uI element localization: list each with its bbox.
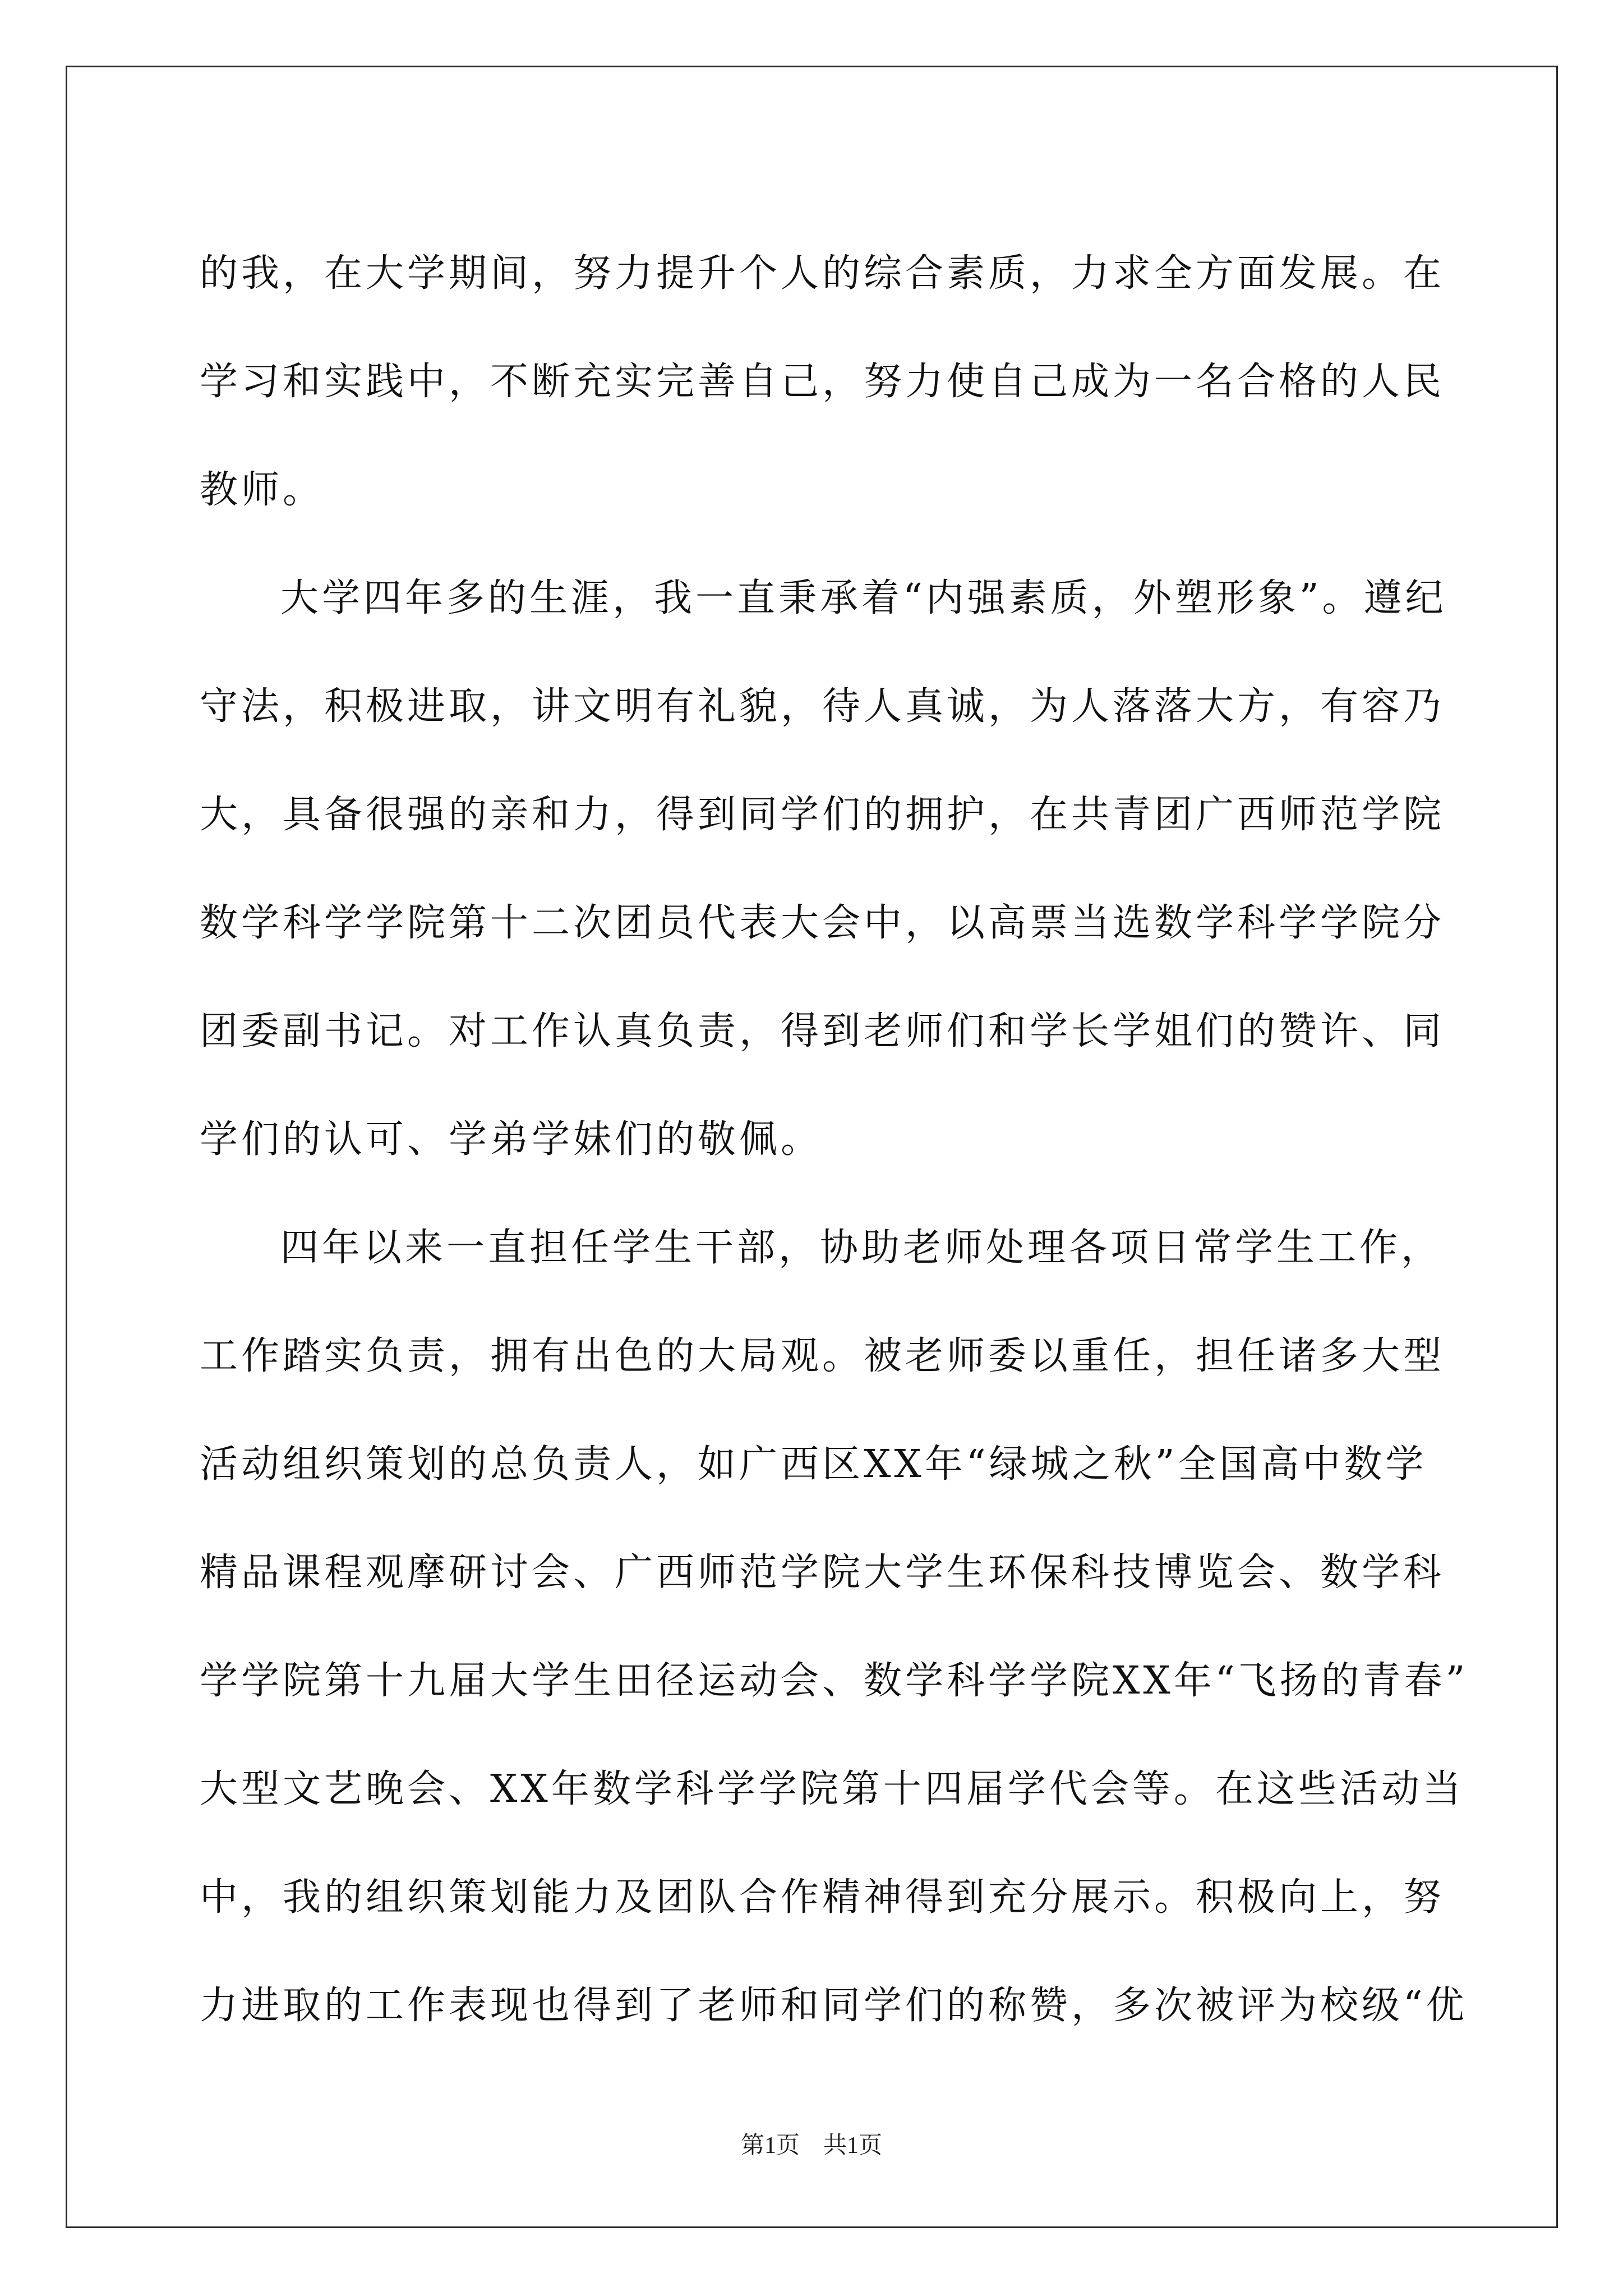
paragraph-line: 中，我的组织策划能力及团队合作精神得到充分展示。积极向上，努: [200, 1875, 1445, 1920]
paragraph-line: 精品课程观摩研讨会、广西师范学院大学生环保科技博览会、数学科: [200, 1550, 1445, 1595]
paragraph-1: [200, 219, 1445, 544]
paragraph-line: 大型文艺晚会、XX年数学科学学院第十四届学代会等。在这些活动当: [200, 1767, 1464, 1811]
document-body: [200, 219, 1469, 2060]
paragraph-line: 教师。: [200, 468, 325, 512]
paragraph-line: 数学科学学院第十二次团员代表大会中，以高票当选数学科学学院分: [200, 901, 1445, 945]
paragraph-line: 大学四年多的生涯，我一直秉承着“内强素质，外塑形象”。遵纪: [280, 576, 1447, 620]
paragraph-line: 四年以来一直担任学生干部，协助老师处理各项日常学生工作，: [280, 1226, 1443, 1270]
paragraph-line: 工作踏实负责，拥有出色的大局观。被老师委以重任，担任诸多大型: [200, 1334, 1445, 1378]
paragraph-line: 守法，积极进取，讲文明有礼貌，待人真诚，为人落落大方，有容乃: [200, 684, 1445, 729]
paragraph-line: 的我，在大学期间，努力提升个人的综合素质，力求全方面发展。在: [200, 251, 1445, 296]
paragraph-line: 力进取的工作表现也得到了老师和同学们的称赞，多次被评为校级“优: [200, 1984, 1468, 2028]
paragraph-line: 学学院第十九届大学生田径运动会、数学科学学院XX年“飞扬的青春”: [200, 1659, 1469, 1703]
paragraph-line: 学们的认可、学弟学妹们的敬佩。: [200, 1117, 823, 1162]
paragraph-line: 学习和实践中，不断充实完善自己，努力使自己成为一名合格的人民: [200, 360, 1445, 404]
paragraph-2: [200, 544, 1447, 1194]
paragraph-line: 团委副书记。对工作认真负责，得到老师们和学长学姐们的赞许、同: [200, 1009, 1445, 1053]
paragraph-3: [200, 1194, 1469, 2060]
page-number: 第1页 共1页: [740, 2133, 882, 2159]
paragraph-line: 活动组织策划的总负责人，如广西区XX年“绿城之秋”全国高中数学: [200, 1442, 1427, 1487]
paragraph-line: 大，具备很强的亲和力，得到同学们的拥护，在共青团广西师范学院: [200, 793, 1445, 837]
